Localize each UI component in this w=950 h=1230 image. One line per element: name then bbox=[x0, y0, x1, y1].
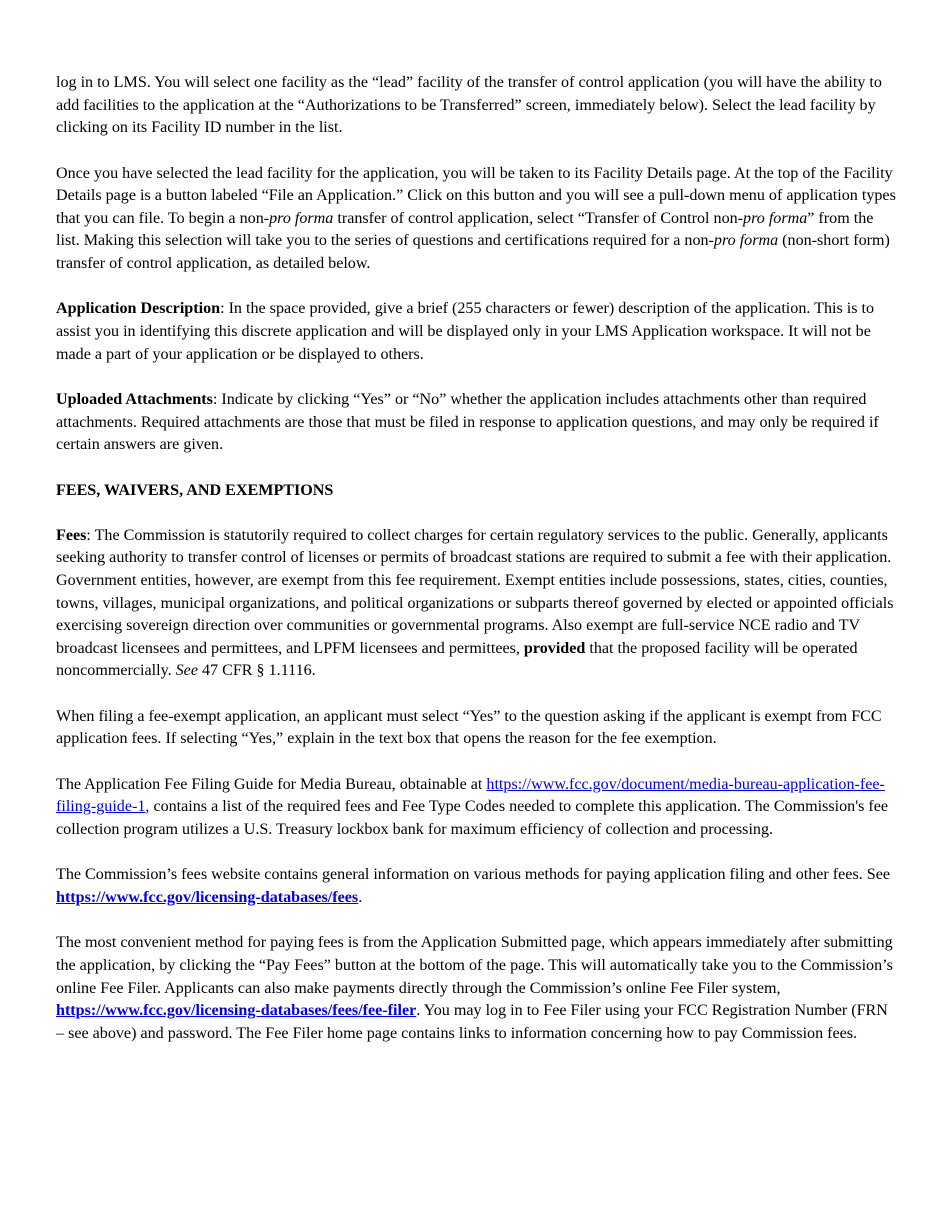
italic-term: pro forma bbox=[269, 209, 334, 227]
text: that the proposed facility will be operated noncommercially. bbox=[56, 639, 858, 680]
text: (non-short form) transfer of control application, as detailed below. bbox=[56, 232, 890, 272]
text: transfer of control application, select “Transfer of Control non- bbox=[333, 209, 744, 227]
text: . bbox=[358, 889, 363, 906]
text: The Application Fee Filing Guide for Media Bureau, obtainable at bbox=[56, 775, 487, 793]
text: . You may log in to Fee Filer using your FCC Registration Number (FRN – see above) and password. The Fee Filer home page contains links to information concerning how to pay Commission fees. bbox=[56, 1002, 888, 1042]
italic-term: pro forma bbox=[743, 209, 808, 227]
text: , contains a list of the required fees and Fee Type Codes needed to complete this application. The Commission's fee collection program utilizes a U.S. Treasury lockbox bank for maximum efficiency of collection and processing. bbox=[56, 798, 889, 839]
document-page bbox=[56, 72, 898, 1068]
text: : In the space provided, give a brief (255 characters or fewer) description of the application. This is to assist you in identifying this discrete application and will be displayed only in your LMS Application workspace. It will not be made a part of your application or be displayed to others. bbox=[56, 300, 875, 363]
paragraph-pay-fees bbox=[56, 932, 898, 1045]
section-label: Uploaded Attachments bbox=[56, 390, 213, 408]
section-label: Fees bbox=[56, 526, 87, 544]
section-heading-fees: FEES, WAIVERS, AND EXEMPTIONS bbox=[56, 481, 334, 499]
fees-website-link[interactable]: https://www.fcc.gov/licensing-databases/fees bbox=[56, 889, 359, 906]
text: : The Commission is statutorily required to collect charges for certain regulatory services to the public. Generally, applicants seeking authority to transfer control of licenses or permits of broadcast stations are required to submit a fee with their application. Government entities, however, are exempt from this fee requirement. Exempt entities include possessions, states, cities, counties, towns, villages, municipal organizations, and political organizations or subparts thereof governed by elected or appointed officials exercising sovereign direction over communities or governmental programs. Also exempt are full-service NCE radio and TV broadcast licensees and permittees, and LPFM licensees and permittees, bbox=[56, 526, 894, 657]
bold-term: provided bbox=[523, 639, 586, 657]
text: : Indicate by clicking “Yes” or “No” whether the application includes attachments other than required attachments. Required attachments are those that must be filed in response to application questions, and may only be required if certain answers are given. bbox=[56, 390, 879, 454]
text: The most convenient method for paying fees is from the Application Submitted page, which appears immediately after submitting the application, by clicking the “Pay Fees” button at the bottom of the page. This will automatically take you to the Commission’s online Fee Filer. Applicants can also make payments directly through the Commission’s online Fee Filer system, bbox=[56, 934, 893, 997]
paragraph-uploaded-attachments bbox=[56, 389, 898, 457]
paragraph-fees bbox=[56, 525, 898, 683]
fee-filer-link[interactable]: https://www.fcc.gov/licensing-databases/fees/fee-filer bbox=[56, 1002, 417, 1020]
italic-term: See bbox=[175, 662, 198, 680]
text: 47 CFR § 1.1116. bbox=[197, 662, 316, 680]
paragraph-application-description bbox=[56, 298, 898, 366]
text: Once you have selected the lead facility for the application, you will be taken to its Facility Details page. At the top of the Facility Details page is a button labeled “File an Application.” Click on this button and you will see a pull-down menu of application types that you can file. To begin a non- bbox=[56, 164, 896, 227]
text: The Commission’s fees website contains general information on various methods for paying application filing and other fees. See bbox=[56, 866, 890, 884]
paragraph-fee-exempt: When filing a fee-exempt application, an applicant must select “Yes” to the question asking if the applicant is exempt from FCC application fees. If selecting “Yes,” explain in the text box that opens the reason for the fee exemption. bbox=[56, 707, 882, 748]
text: ” from the list. Making this selection will take you to the series of questions and certifications required for a non- bbox=[56, 209, 874, 250]
section-label: Application Description bbox=[56, 300, 221, 318]
italic-term: pro forma bbox=[713, 232, 779, 250]
paragraph-fee-filing-guide bbox=[56, 774, 898, 842]
paragraph-lms-login: log in to LMS. You will select one facility as the “lead” facility of the transfer of control application (you will have the ability to add facilities to the application at the “Authorizations to be Transferred” screen, immediately below). Select the lead facility by clicking on its Facility ID number in the list. bbox=[56, 74, 882, 137]
fee-filing-guide-link[interactable]: https://www.fcc.gov/document/media-bureau-application-fee-filing-guide-1 bbox=[56, 775, 885, 816]
paragraph-lead-facility bbox=[56, 163, 898, 276]
paragraph-fees-website bbox=[56, 864, 898, 909]
